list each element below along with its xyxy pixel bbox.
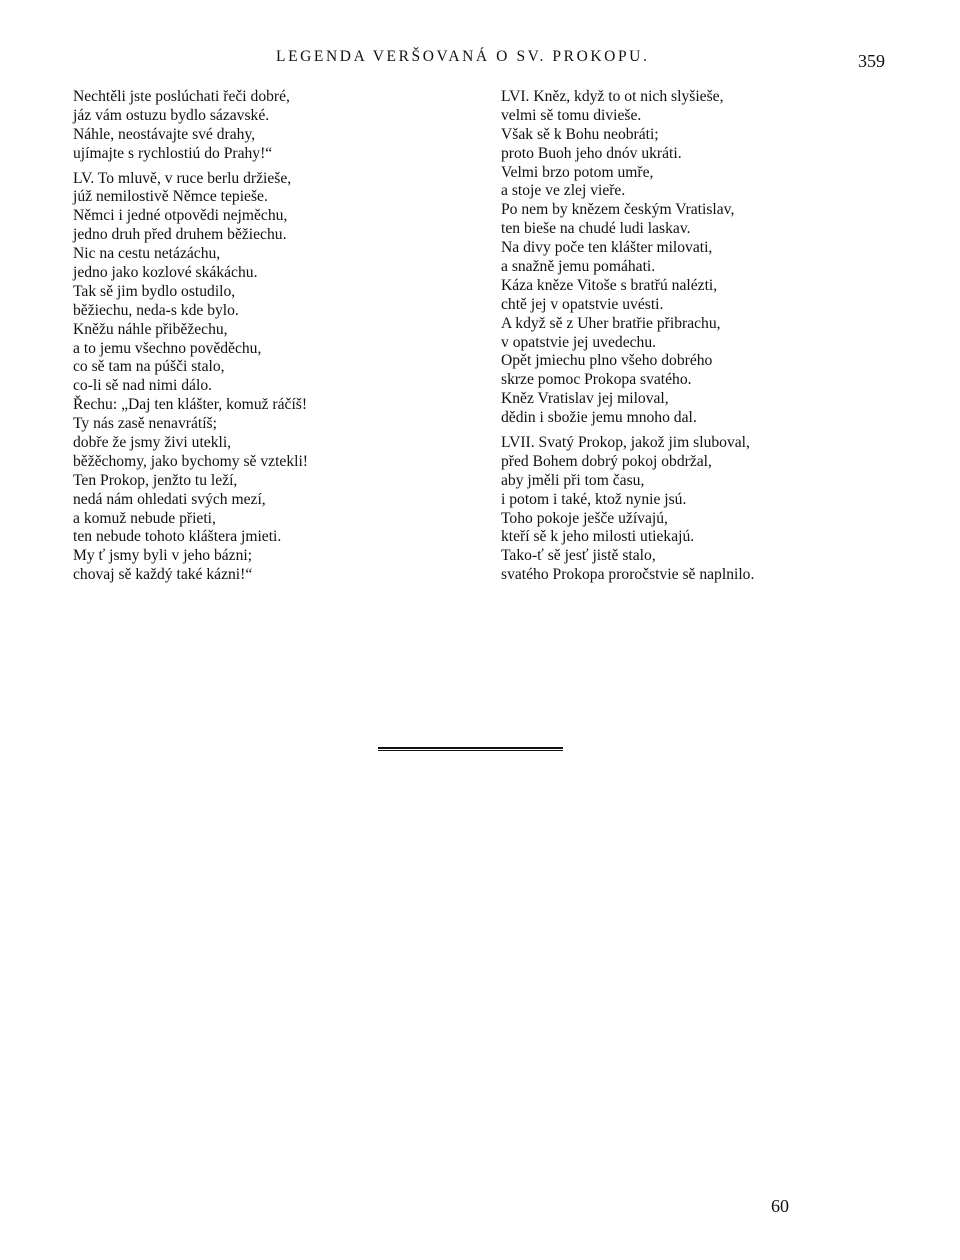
verse-line: skrze pomoc Prokopa svatého. (501, 371, 692, 389)
verse-line: Kněžu náhle přiběžechu, (73, 320, 228, 338)
verse-line: Ty nás zasě nenavrátíš; (73, 415, 217, 433)
verse-line: velmi sě tomu divieše. (501, 106, 642, 124)
verse-line: před Bohem dobrý pokoj obdržal, (501, 452, 712, 470)
verse-line: dědin i sbožie jemu mnoho dal. (501, 409, 697, 427)
verse-line: jedno druh před druhem běžiechu. (73, 226, 287, 244)
verse-line: Nic na cestu netázáchu, (73, 245, 221, 263)
verse-line: Nechtěli jste poslúchati řeči dobré, (73, 88, 290, 105)
page-number: 359 (858, 51, 885, 71)
verse-line: A když sě z Uher bratřie přibrachu, (501, 314, 721, 332)
right-column (501, 88, 851, 585)
verse-line: v opatstvie jej uvedechu. (501, 333, 657, 351)
verse-line: ten nebude tohoto kláštera jmieti. (73, 528, 282, 546)
verse-line: jáz vám ostuzu bydlo sázavské. (73, 106, 270, 124)
verse-line: svatého Prokopa proročstvie sě naplnilo. (501, 566, 755, 584)
running-title: LEGENDA VERŠOVANÁ O SV. PROKOPU. (276, 48, 650, 65)
verse-line: co-li sě nad nimi dálo. (73, 377, 213, 395)
verse-line: ten bieše na chudé ludi laskav. (501, 220, 691, 238)
verse-line: Němci i jedné otpovědi nejměchu, (73, 207, 288, 225)
verse-line: kteří sě k jeho milosti utiekajú. (501, 528, 695, 546)
verse-line: Řechu: „Daj ten klášter, komuž ráčíš! (73, 396, 308, 414)
verse-line: co sě tam na púšči stalo, (73, 358, 225, 376)
verse-line: LVII. Svatý Prokop, jakož jim sluboval, (501, 434, 750, 452)
end-rule (378, 747, 563, 751)
verse-line: Po nem by knězem českým Vratislav, (501, 201, 735, 219)
verse-line: LVI. Kněz, když to ot nich slyšieše, (501, 88, 724, 105)
verse-line: Tako-ť sě jesť jistě stalo, (501, 547, 656, 565)
verse-line: dobře že jsmy živi utekli, (73, 434, 232, 452)
verse-line: a komuž nebude přieti, (73, 509, 216, 527)
verse-line: Však sě k Bohu neobráti; (501, 125, 659, 143)
verse-line: Velmi brzo potom umře, (501, 163, 654, 181)
verse-line: a snažně jemu pomáhati. (501, 258, 656, 276)
running-head (0, 48, 960, 72)
verse-line: chtě jej v opatstvie uvésti. (501, 295, 664, 313)
verse-line: Ten Prokop, jenžto tu leží, (73, 471, 238, 489)
verse-line: aby jměli při tom času, (501, 471, 645, 489)
verse-line: Káza kněze Vitoše s bratřú nalézti, (501, 276, 718, 294)
verse-line: LV. To mluvě, v ruce berlu držieše, (73, 169, 292, 187)
stanza (501, 434, 851, 585)
stanza (73, 88, 403, 164)
verse-line: Toho pokoje ješče užívajú, (501, 509, 668, 527)
verse-line: Tak sě jim bydlo ostudilo, (73, 282, 236, 300)
left-column (73, 88, 403, 585)
signature-mark: 60 (771, 1196, 789, 1216)
verse-line: júž nemilostivě Němce tepieše. (73, 188, 268, 206)
verse-line: a stoje ve zlej vieře. (501, 182, 626, 200)
verse-line: běžěchomy, jako bychomy sě vztekli! (73, 452, 308, 470)
verse-line: chovaj sě každý také kázni!“ (73, 566, 253, 584)
verse-line: jedno jako kozlové skákáchu. (73, 264, 258, 282)
verse-line: Náhle, neostávajte své drahy, (73, 125, 256, 143)
verse-line: ujímajte s rychlostiú do Prahy!“ (73, 144, 273, 162)
verse-line: a to jemu všechno pověděchu, (73, 339, 262, 357)
verse-line: Na divy poče ten klášter milovati, (501, 239, 713, 257)
verse-line: běžiechu, neda-s kde bylo. (73, 301, 239, 319)
stanza (73, 170, 403, 586)
verse-line: proto Buoh jeho dnóv ukráti. (501, 144, 682, 162)
stanza (501, 88, 851, 428)
verse-line: i potom i také, ktož nynie jsú. (501, 490, 687, 508)
verse-line: My ť jsmy byli v jeho bázni; (73, 547, 253, 565)
verse-line: nedá nám ohledati svých mezí, (73, 490, 266, 508)
verse-line: Opět jmiechu plno všeho dobrého (501, 352, 713, 370)
verse-line: Kněz Vratislav jej miloval, (501, 390, 669, 408)
